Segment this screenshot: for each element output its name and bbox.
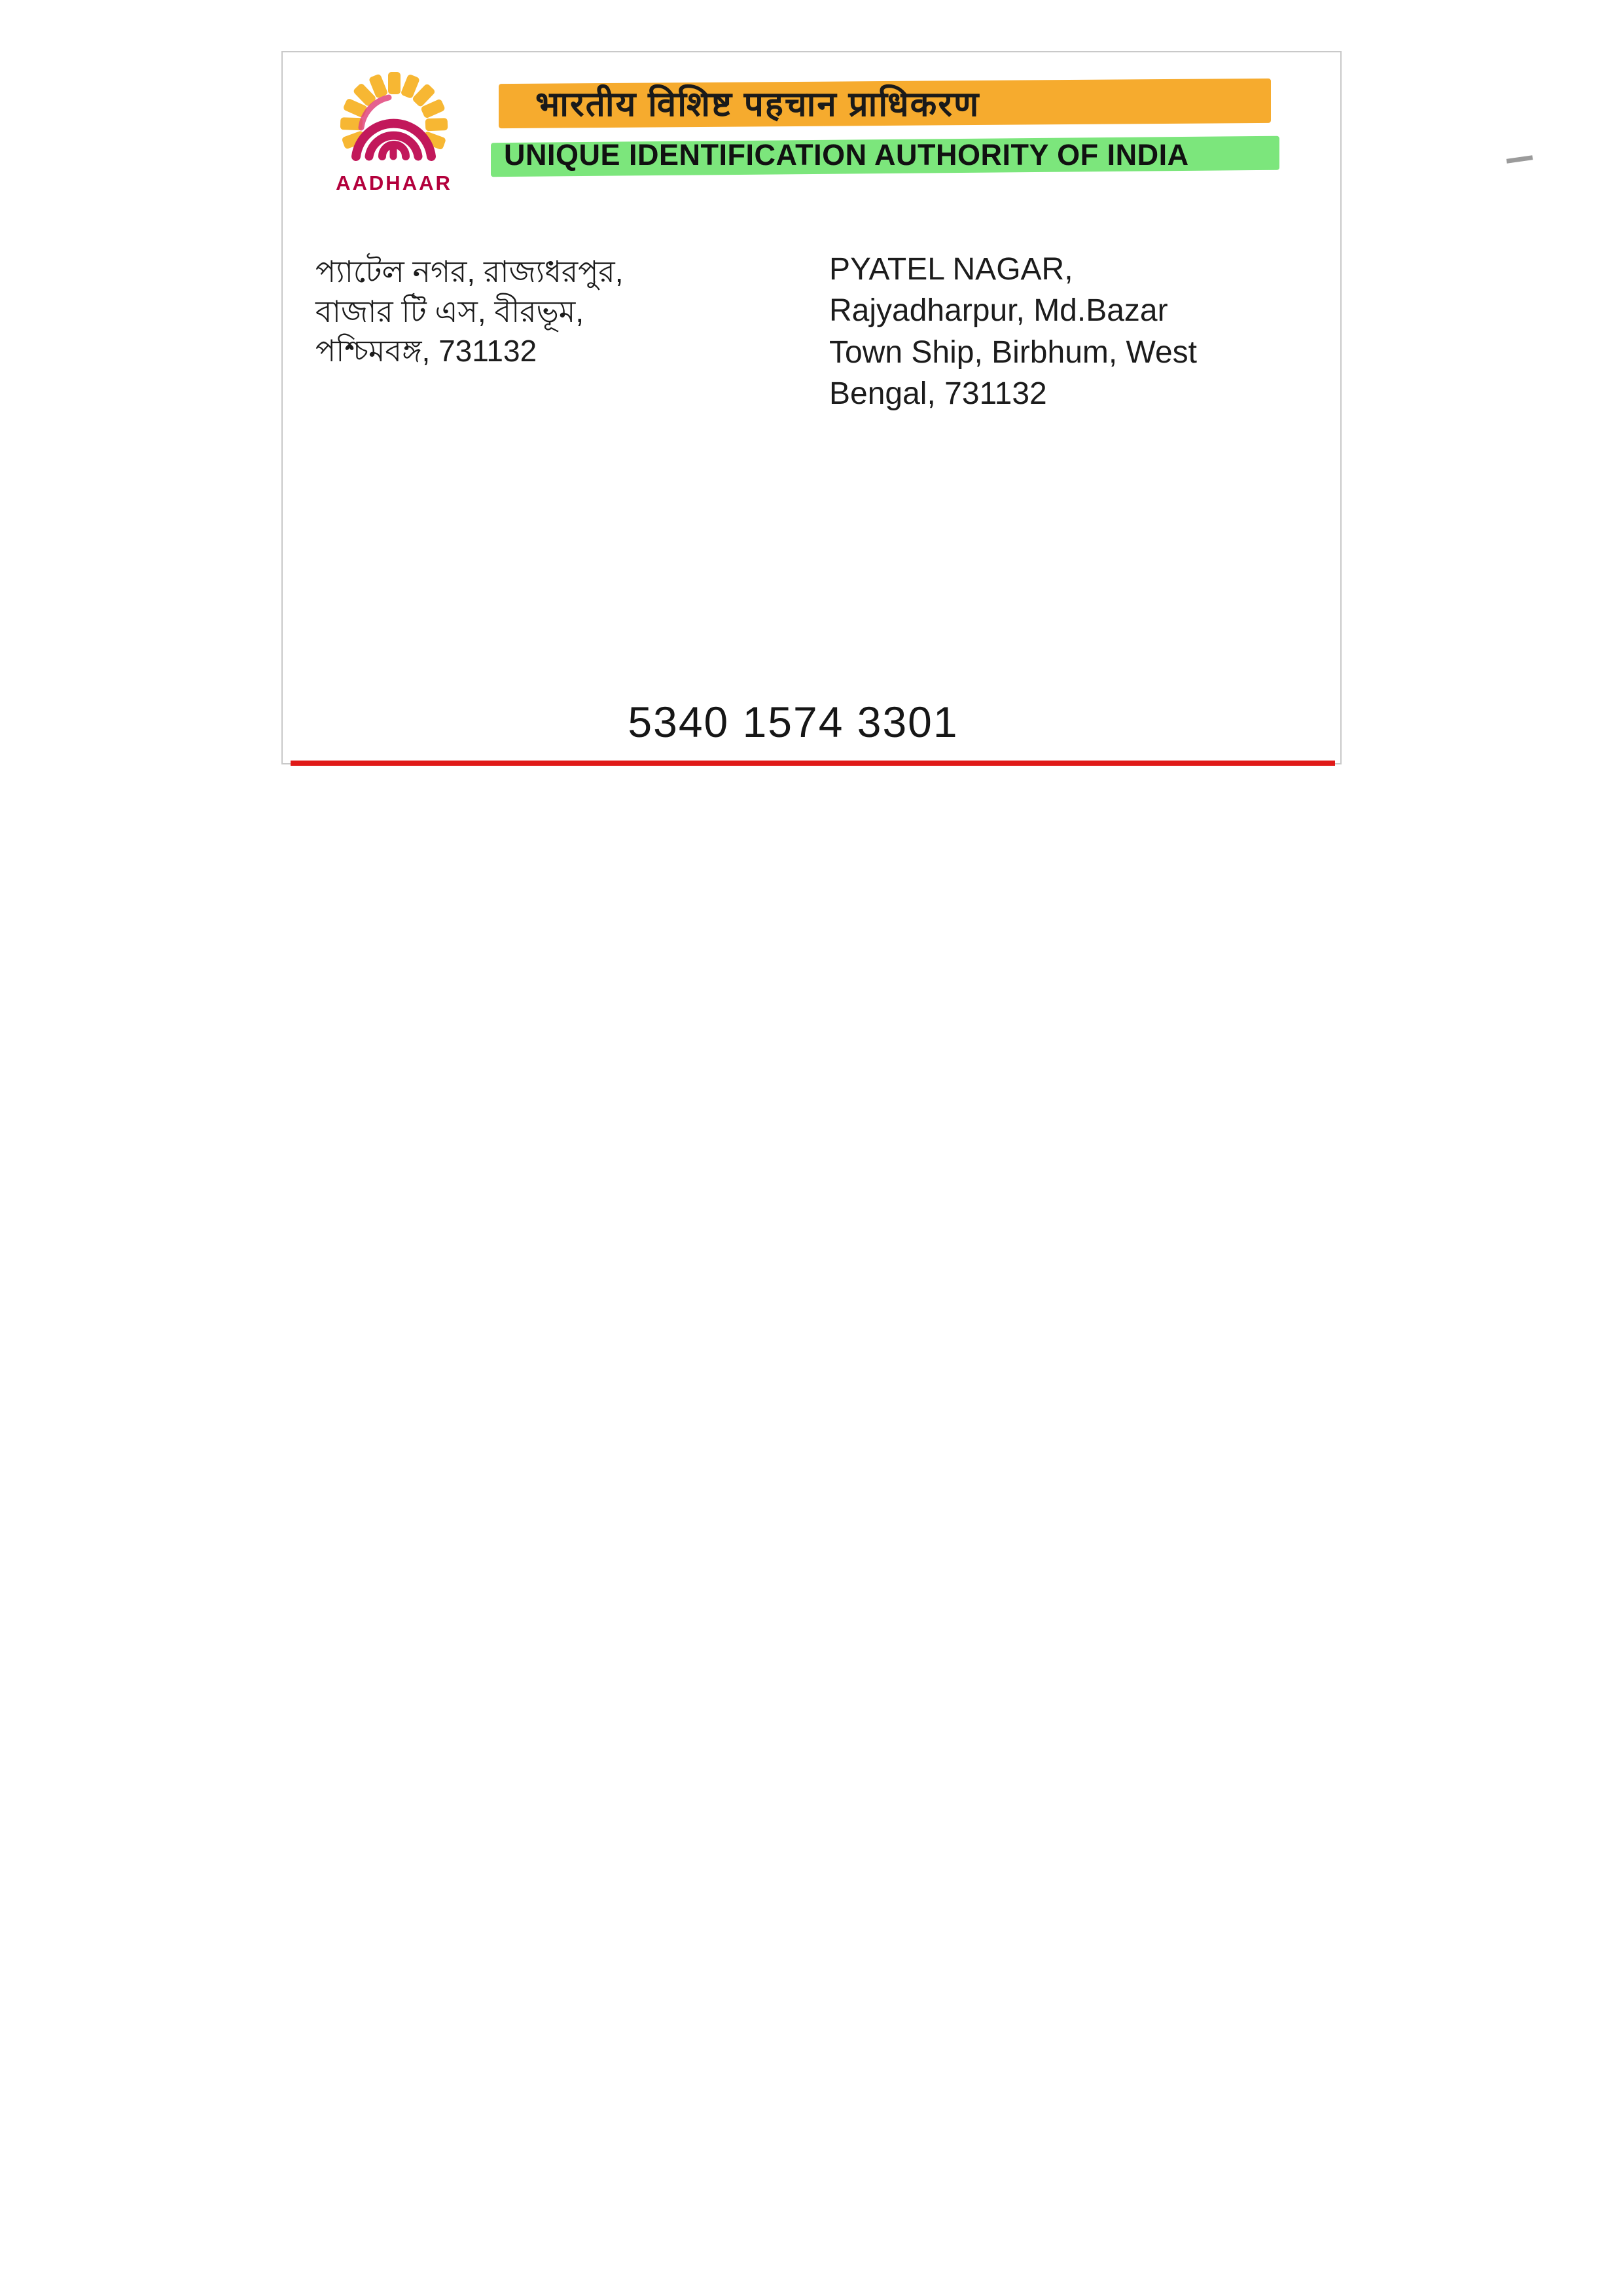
address-english-line: PYATEL NAGAR, <box>829 252 1073 287</box>
address-bengali <box>315 252 813 371</box>
aadhaar-number-value: 5340 1574 3301 <box>628 698 959 746</box>
card-header <box>283 52 1340 216</box>
english-authority-title: UNIQUE IDENTIFICATION AUTHORITY OF INDIA <box>504 138 1189 171</box>
fingerprint-icon <box>349 88 438 162</box>
aadhaar-card <box>281 51 1342 764</box>
address-bengali-line: বাজার টি এস, বীরভূম, <box>315 294 584 329</box>
aadhaar-wordmark: AADHAAR <box>336 171 452 194</box>
aadhaar-number <box>283 697 1343 747</box>
english-title-block <box>491 134 1296 180</box>
address-bengali-line: পশ্চিমবঙ্গ, 731132 <box>315 334 537 368</box>
address-english <box>829 249 1327 414</box>
hindi-authority-title: भारतीय विशिष्ट पहचान प्राधिकरण <box>535 85 980 124</box>
bottom-red-rule <box>291 761 1335 766</box>
address-bengali-line: প্যাটেল নগর, রাজ্যধরপুর, <box>315 255 624 289</box>
address-english-line: Town Ship, Birbhum, West <box>829 334 1198 370</box>
hindi-title-block <box>499 77 1291 135</box>
address-english-line: Bengal, 731132 <box>829 376 1047 412</box>
aadhaar-logo <box>312 72 476 203</box>
address-english-line: Rajyadharpur, Md.Bazar <box>829 293 1168 329</box>
stray-pen-mark <box>1507 155 1533 163</box>
